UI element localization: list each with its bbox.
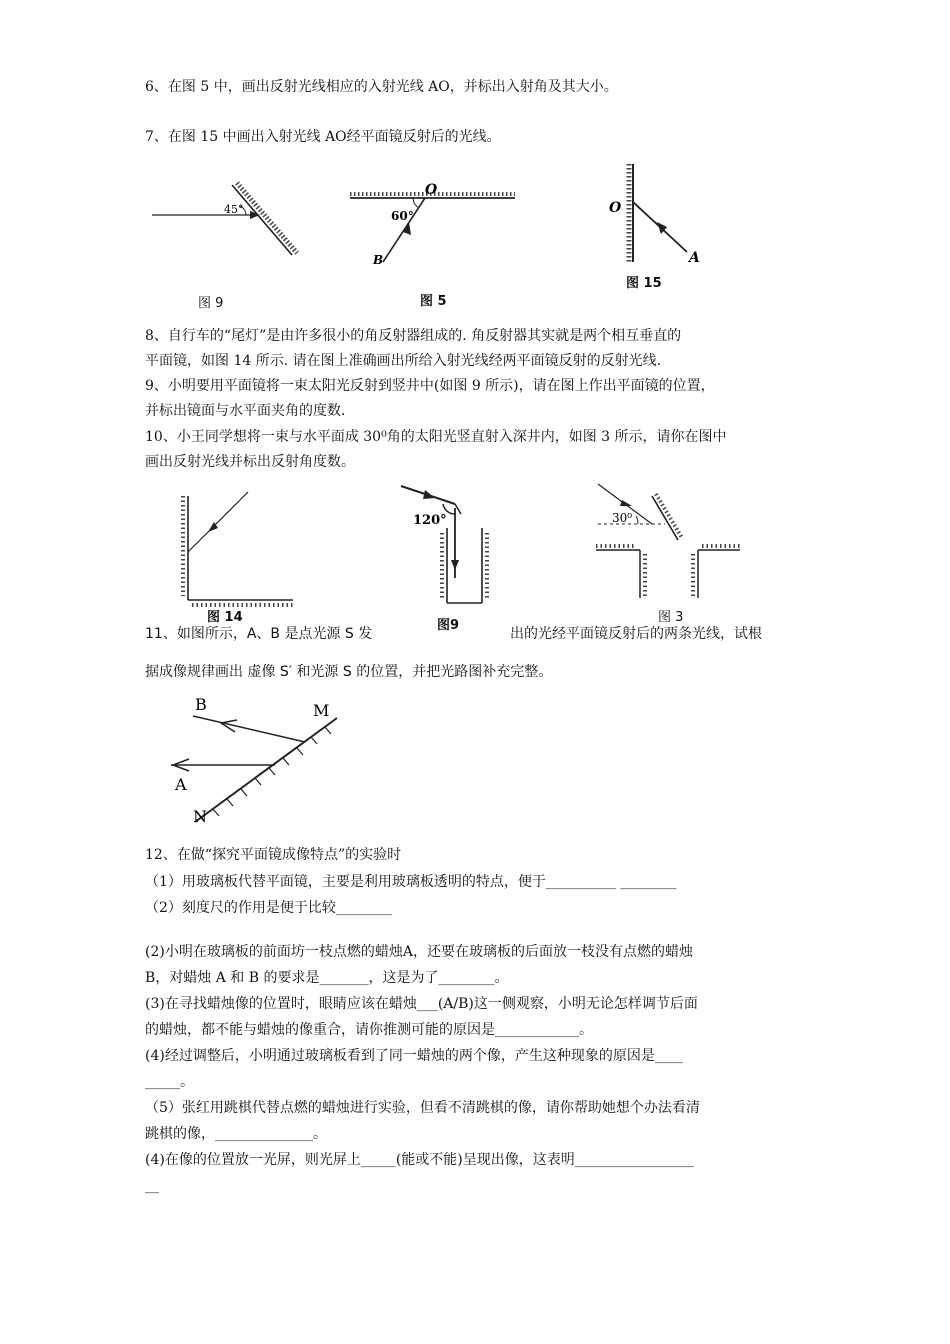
- fig9a-angle: 45°: [224, 203, 244, 216]
- figure-9-well: [395, 478, 495, 608]
- question-12-part7-line1: (4)在像的位置放一光屏，则光屏上_____(能或不能)呈现出像，这表明_________________: [145, 1152, 694, 1168]
- fig3-angle: 30⁰: [612, 511, 633, 525]
- question-12-part5-line1: (4)经过调整后，小明通过玻璃板看到了同一蜡烛的两个像，产生这种现象的原因是____: [145, 1048, 683, 1064]
- fig5-label-o: O: [425, 182, 438, 198]
- figure-9-mirror-45: [150, 178, 300, 313]
- question-12-part5-line2: _____。: [145, 1074, 194, 1090]
- fig9a-caption: 图 9: [198, 296, 224, 311]
- fig5-label-b: B: [373, 253, 384, 267]
- question-11-part1: 11、如图所示，A、B 是点光源 S 发: [145, 626, 373, 642]
- question-9-line2: 并标出镜面与水平面夹角的度数.: [145, 403, 346, 419]
- figure-14-corner-reflector: [178, 490, 298, 610]
- question-12-part4-line1: (3)在寻找蜡烛像的位置时，眼睛应该在蜡烛___(A/B)这一侧观察，小明无论怎样调节后面: [145, 996, 698, 1012]
- question-12-part3-line1: (2)小明在玻璃板的前面坊一枝点燃的蜡烛A，还要在玻璃板的后面放一枝没有点燃的蜡烛: [145, 944, 693, 960]
- question-11-part2: 出的光经平面镜反射后的两条光线，试根: [510, 626, 762, 642]
- question-11-line2: 据成像规律画出 虚像 S′ 和光源 S 的位置，并把光路图补充完整。: [145, 664, 553, 680]
- figure-15-mirror: [605, 162, 715, 272]
- question-12-part2: （2）刻度尺的作用是便于比较________: [145, 900, 392, 916]
- figure-5-reflection: [345, 180, 520, 275]
- fig3-caption: 图 3: [658, 610, 684, 625]
- fig15-caption: 图 15: [626, 276, 662, 291]
- question-12-part6-line1: （5）张红用跳棋代替点燃的蜡烛进行实验，但看不清跳棋的像，请你帮助她想个办法看清: [145, 1100, 700, 1116]
- fig14-caption: 图 14: [207, 610, 243, 625]
- question-10-line1: 10、小王同学想将一束与水平面成 30⁰角的太阳光竖直射入深井内，如图 3 所示，请你在图中: [145, 429, 727, 445]
- fig5-caption: 图 5: [420, 294, 447, 309]
- question-12-title: 12、在做“探究平面镜成像特点”的实验时: [145, 847, 402, 863]
- question-8-line2: 平面镜，如图 14 所示. 请在图上准确画出所给入射光线经两平面镜反射的反射光线.: [145, 353, 662, 369]
- question-12-part6-line2: 跳棋的像，______________。: [145, 1126, 327, 1142]
- figure-11-mirror-mn: [165, 690, 350, 830]
- figure-3-deep-well: [590, 478, 750, 608]
- question-6: 6、在图 5 中，画出反射光线相应的入射光线 AO，并标出入射角及其大小。: [145, 79, 618, 95]
- fig15-label-a: A: [689, 250, 700, 266]
- fig9b-angle: 120°: [413, 513, 447, 528]
- fig11-label-m: M: [313, 701, 330, 720]
- question-7: 7、在图 15 中画出入射光线 AO经平面镜反射后的光线。: [145, 129, 501, 145]
- question-12-part1: （1）用玻璃板代替平面镜，主要是利用玻璃板透明的特点，便于__________ ________: [145, 874, 677, 890]
- question-12-part3-line2: B，对蜡烛 A 和 B 的要求是_______，这是为了________。: [145, 970, 509, 986]
- fig11-label-n: N: [193, 807, 207, 826]
- fig15-label-o: O: [609, 200, 622, 216]
- question-10-line2: 画出反射光线并标出反射角度数。: [145, 454, 355, 470]
- question-8-line1: 8、自行车的“尾灯”是由许多很小的角反射器组成的. 角反射器其实就是两个相互垂直的: [145, 328, 682, 344]
- fig11-label-b: B: [195, 695, 207, 714]
- question-12-part7-line2: __: [145, 1178, 159, 1194]
- question-12-part4-line2: 的蜡烛，都不能与蜡烛的像重合，请你推测可能的原因是____________。: [145, 1022, 593, 1038]
- fig9b-caption: 图9: [437, 618, 460, 633]
- fig11-label-a: A: [175, 775, 187, 794]
- question-9-line1: 9、小明要用平面镜将一束太阳光反射到竖井中(如图 9 所示)，请在图上作出平面镜的位置，: [145, 378, 715, 394]
- fig5-angle: 60°: [391, 209, 414, 223]
